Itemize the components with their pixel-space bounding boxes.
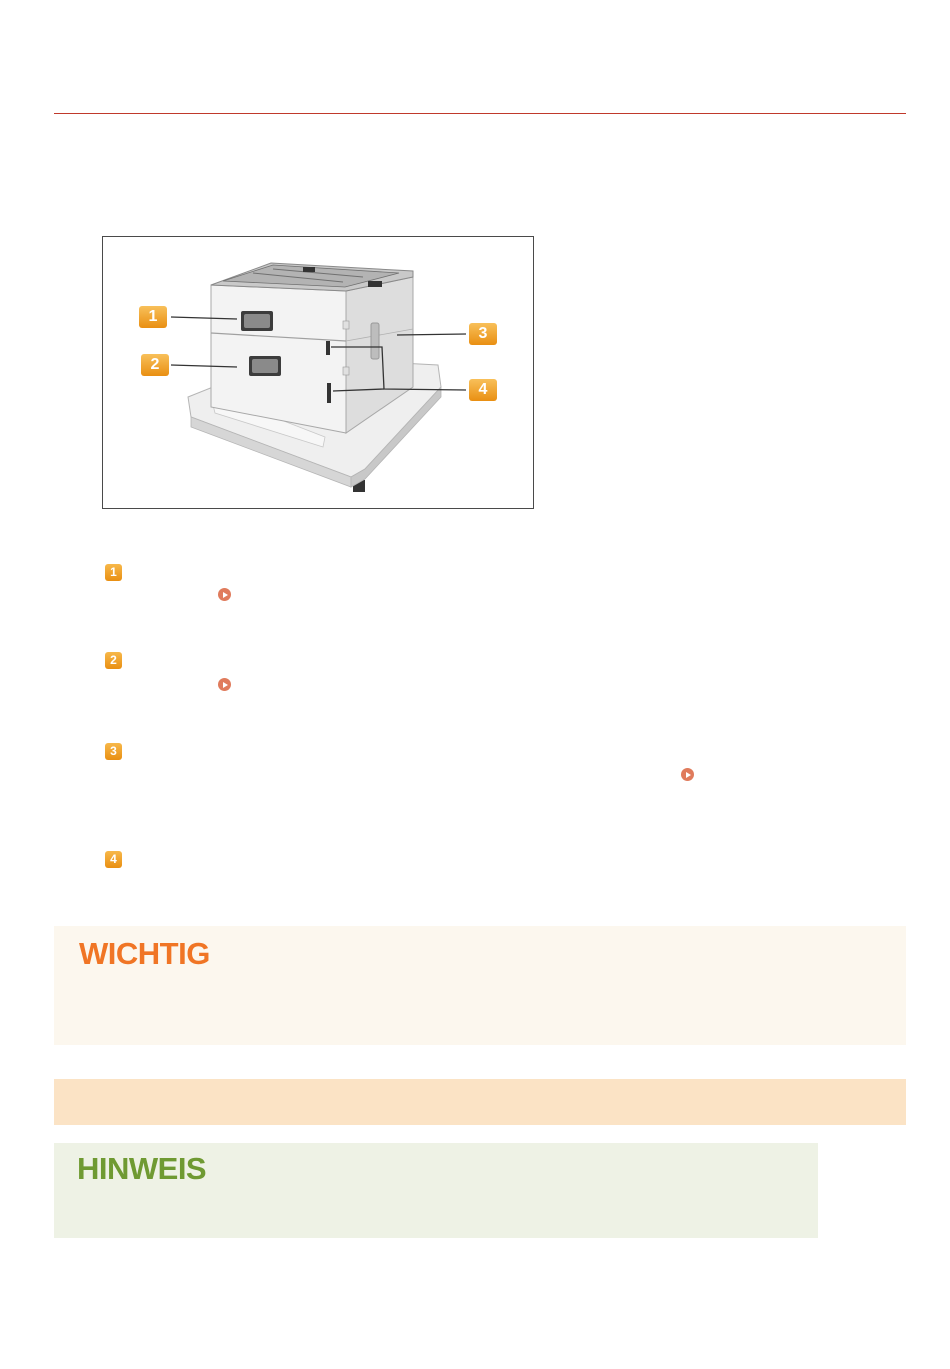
important-notice bbox=[54, 926, 906, 1045]
header-rule bbox=[54, 113, 906, 114]
important-band bbox=[54, 1079, 906, 1125]
link-arrow-icon[interactable] bbox=[681, 768, 694, 781]
important-title: WICHTIG bbox=[79, 936, 210, 971]
figure-callout-1: 1 bbox=[139, 306, 167, 328]
product-figure bbox=[102, 236, 534, 509]
item-marker-4: 4 bbox=[105, 851, 122, 868]
item-marker-1: 1 bbox=[105, 564, 122, 581]
note-notice bbox=[54, 1143, 818, 1238]
link-arrow-icon[interactable] bbox=[218, 588, 231, 601]
link-arrow-icon[interactable] bbox=[218, 678, 231, 691]
figure-callout-2: 2 bbox=[141, 354, 169, 376]
figure-callout-3: 3 bbox=[469, 323, 497, 345]
item-marker-2: 2 bbox=[105, 652, 122, 669]
note-title: HINWEIS bbox=[77, 1151, 207, 1186]
item-marker-3: 3 bbox=[105, 743, 122, 760]
figure-callout-4: 4 bbox=[469, 379, 497, 401]
